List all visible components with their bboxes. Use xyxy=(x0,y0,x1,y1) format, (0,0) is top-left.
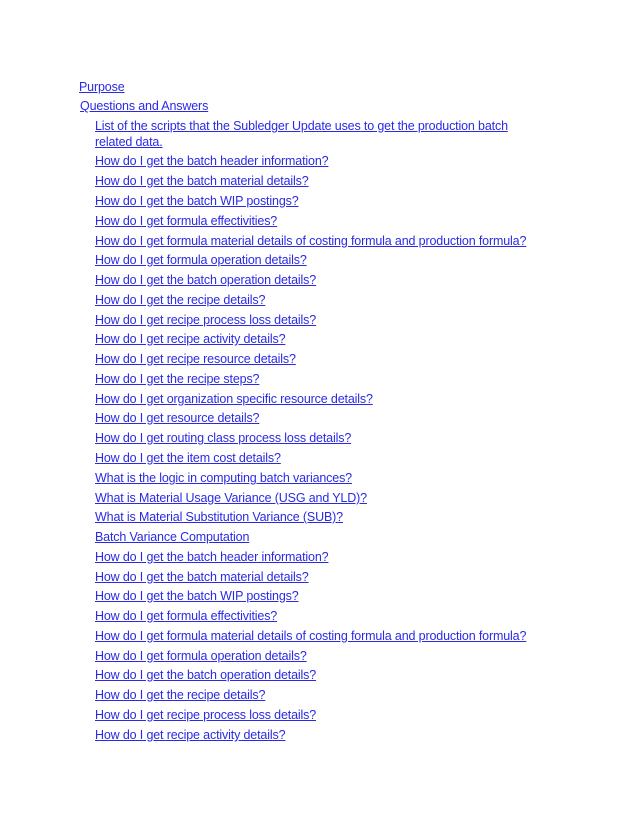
toc-link-recipe-process-loss[interactable]: How do I get recipe process loss details? xyxy=(95,313,317,327)
toc-link-batch-material[interactable]: How do I get the batch material details? xyxy=(95,174,309,188)
toc-link-variance-logic[interactable]: What is the logic in computing batch variances? xyxy=(95,471,352,485)
toc-link-batch-wip-postings-2[interactable]: How do I get the batch WIP postings? xyxy=(95,589,299,603)
toc-link-recipe-resource[interactable]: How do I get recipe resource details? xyxy=(95,352,296,366)
toc-link-questions-and-answers[interactable]: Questions and Answers xyxy=(80,99,209,113)
toc-link-batch-operation-2[interactable]: How do I get the batch operation details? xyxy=(95,668,317,682)
toc-link-recipe-process-loss-2[interactable]: How do I get recipe process loss details? xyxy=(95,708,317,722)
toc-link-batch-operation[interactable]: How do I get the batch operation details? xyxy=(95,273,317,287)
toc-link-formula-effectivities-2[interactable]: How do I get formula effectivities? xyxy=(95,609,278,623)
toc-link-item-cost[interactable]: How do I get the item cost details? xyxy=(95,451,281,465)
toc-link-batch-wip-postings[interactable]: How do I get the batch WIP postings? xyxy=(95,194,299,208)
toc-link-org-resource[interactable]: How do I get organization specific resource details? xyxy=(95,392,373,406)
toc-link-usage-variance[interactable]: What is Material Usage Variance (USG and YLD)? xyxy=(95,491,367,505)
toc-link-recipe-activity-2[interactable]: How do I get recipe activity details? xyxy=(95,728,286,742)
toc-link-recipe-steps[interactable]: How do I get the recipe steps? xyxy=(95,372,260,386)
toc-link-batch-material-2[interactable]: How do I get the batch material details? xyxy=(95,570,309,584)
toc-link-recipe-activity[interactable]: How do I get recipe activity details? xyxy=(95,332,286,346)
toc-link-scripts-list[interactable]: List of the scripts that the Subledger Update uses to get the production batch related data. xyxy=(95,119,508,149)
toc-link-resource-details[interactable]: How do I get resource details? xyxy=(95,411,260,425)
toc-link-formula-operation-2[interactable]: How do I get formula operation details? xyxy=(95,649,307,663)
toc-link-batch-variance-computation[interactable]: Batch Variance Computation xyxy=(95,530,250,544)
toc-link-routing-class-loss[interactable]: How do I get routing class process loss details? xyxy=(95,431,352,445)
toc-link-recipe-details[interactable]: How do I get the recipe details? xyxy=(95,293,266,307)
toc-link-batch-header[interactable]: How do I get the batch header information? xyxy=(95,154,329,168)
toc-link-formula-material-2[interactable]: How do I get formula material details of costing formula and production formula? xyxy=(95,629,527,643)
toc-link-formula-material[interactable]: How do I get formula material details of costing formula and production formula? xyxy=(95,234,527,248)
toc-link-formula-operation[interactable]: How do I get formula operation details? xyxy=(95,253,307,267)
toc-link-batch-header-2[interactable]: How do I get the batch header information? xyxy=(95,550,329,564)
toc-link-purpose[interactable]: Purpose xyxy=(79,80,125,94)
toc-link-recipe-details-2[interactable]: How do I get the recipe details? xyxy=(95,688,266,702)
toc-link-substitution-variance[interactable]: What is Material Substitution Variance (SUB)? xyxy=(95,510,343,524)
toc-link-formula-effectivities[interactable]: How do I get formula effectivities? xyxy=(95,214,278,228)
